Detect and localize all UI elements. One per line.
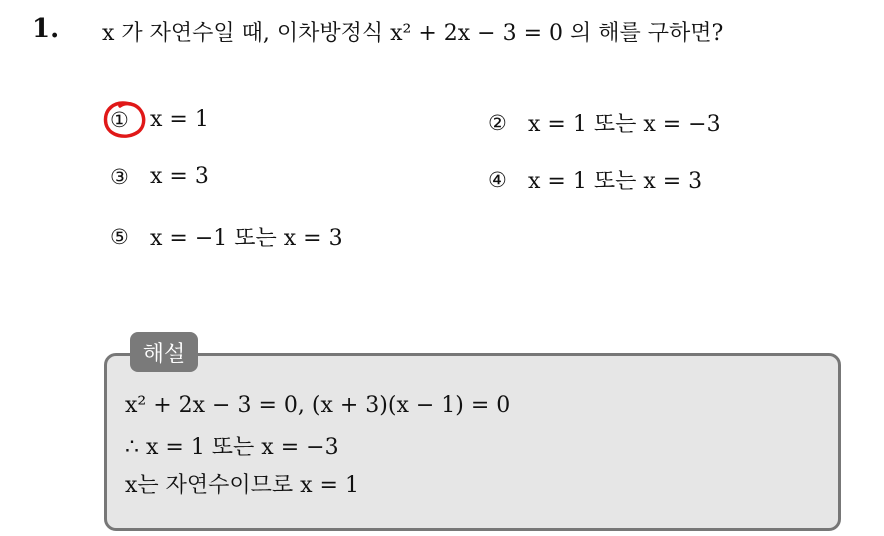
- solution-line: x는 자연수이므로 x = 1: [125, 473, 359, 498]
- choice-text: x = −1 또는 x = 3: [150, 226, 343, 251]
- solution-tab: 해설: [130, 332, 198, 372]
- choice-mark: ⑤: [110, 224, 129, 249]
- question-number: 1.: [32, 14, 60, 44]
- choice-mark: ①: [110, 107, 129, 132]
- choice-2[interactable]: [488, 107, 721, 138]
- answer-circle-mark: [100, 98, 148, 142]
- choice-mark: ②: [488, 110, 507, 135]
- choice-text: x = 1 또는 x = −3: [528, 112, 721, 137]
- choice-5[interactable]: [110, 221, 343, 252]
- choice-mark: ④: [488, 167, 507, 192]
- choice-3[interactable]: [110, 164, 209, 189]
- choice-text: x = 3: [150, 164, 209, 189]
- choice-4[interactable]: [488, 164, 702, 195]
- question-text: x 가 자연수일 때, 이차방정식 x² + 2x − 3 = 0 의 해를 구하면?: [102, 21, 724, 46]
- solution-line: ∴ x = 1 또는 x = −3: [125, 435, 339, 460]
- choice-text: x = 1 또는 x = 3: [528, 169, 703, 194]
- solution-line: x² + 2x − 3 = 0, (x + 3)(x − 1) = 0: [125, 393, 511, 418]
- choice-text: x = 1: [150, 107, 209, 132]
- choice-mark: ③: [110, 164, 129, 189]
